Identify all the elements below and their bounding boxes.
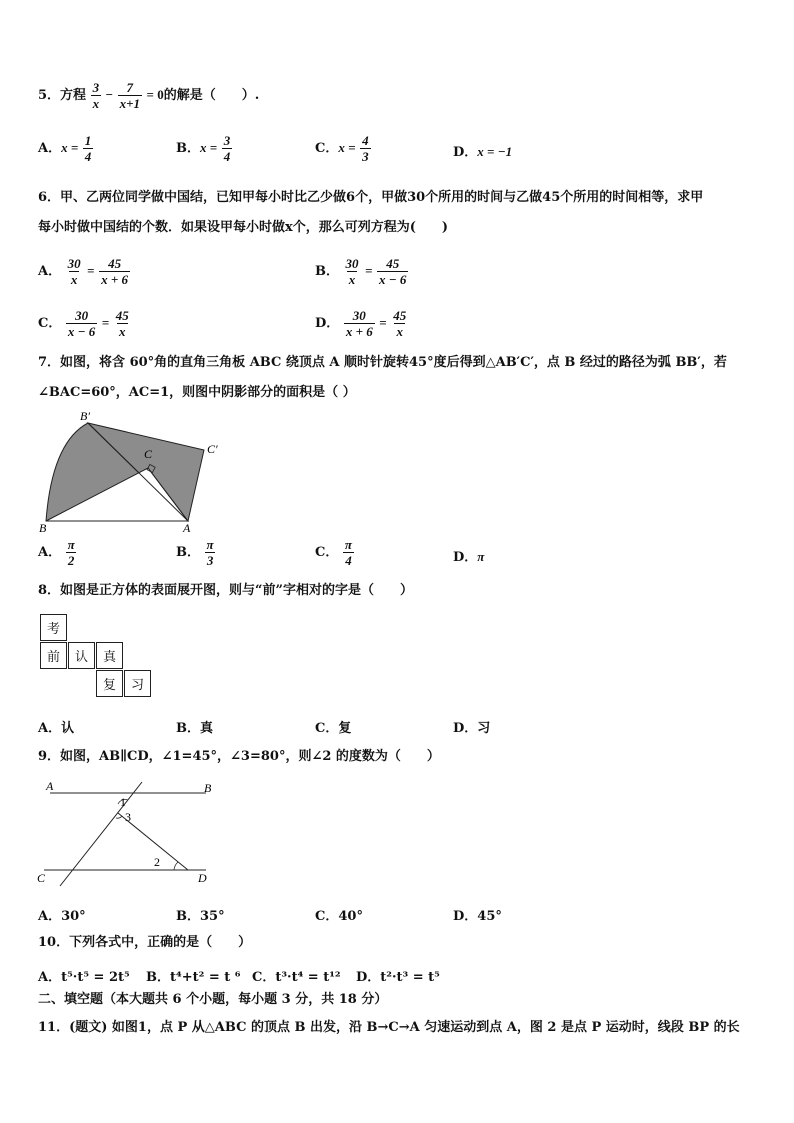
q6-option-d[interactable]: D． $\frac{30}{x + 6}$ = $\frac{45}{x}$ — [315, 308, 407, 339]
q8-stem: 8．如图是正方体的表面展开图，则与“前”字相对的字是（ ） — [38, 583, 414, 598]
q9-figure — [34, 778, 224, 890]
q11-stem: 11．(题文) 如图1，点 P 从△ABC 的顶点 B 出发，沿 B→C→A 匀速运动到点 A，图 2 是点 P 运动时，线段 BP 的长 — [38, 1020, 740, 1035]
q9-label-d: D — [198, 871, 207, 885]
q9-stem: 9．如图，AB∥CD，∠1=45°，∠3=80°，则∠2 的度数为（ ） — [38, 749, 440, 764]
q7-stem-line1: 7．如图，将含 60°角的直角三角板 ABC 绕顶点 A 顺时针旋转45°度后得到△AB′C′，点 B 经过的路径为弧 BB′，若 — [38, 355, 727, 370]
q6-option-a[interactable]: A． $\frac{30}{x}$ = $\frac{45}{x + 6}$ — [38, 256, 129, 287]
q7-option-c[interactable]: C． $\frac{\pi}{4}$ — [315, 537, 352, 568]
q7-option-a[interactable]: A． $\frac{\pi}{2}$ — [38, 537, 75, 568]
q9-option-c[interactable]: C．40° — [315, 909, 363, 924]
q5-option-c[interactable]: C．x = $\frac{4}{3}$ — [315, 133, 369, 164]
q6-option-c[interactable]: C． $\frac{30}{x - 6}$ = $\frac{45}{x}$ — [38, 308, 129, 339]
q9-label-angle1: 1 — [120, 795, 126, 809]
q7-label-b-prime: B′ — [80, 409, 90, 423]
q8-option-a[interactable]: A．认 — [38, 721, 75, 736]
q9-label-b: B — [204, 781, 212, 795]
q8-cell-xi: 习 — [124, 670, 151, 697]
q7-figure — [36, 408, 236, 536]
q10-option-c[interactable]: C．t³·t⁴ = t¹² — [252, 970, 341, 985]
section2-heading: 二、填空题（本大题共 6 个小题，每小题 3 分，共 18 分） — [38, 992, 388, 1007]
q9-label-angle2: 2 — [154, 855, 160, 869]
q7-option-b[interactable]: B． $\frac{\pi}{3}$ — [176, 537, 214, 568]
q8-cube-net — [40, 614, 156, 702]
q7-option-d[interactable]: D．π — [453, 549, 485, 565]
q9-option-a[interactable]: A．30° — [38, 909, 86, 924]
q10-stem: 10．下列各式中，正确的是（ ） — [38, 935, 252, 950]
q9-option-d[interactable]: D．45° — [453, 909, 502, 924]
q8-cell-kao: 考 — [40, 614, 67, 641]
q5-option-b[interactable]: B．x = $\frac{3}{4}$ — [176, 133, 231, 164]
q8-cell-fu: 复 — [96, 670, 123, 697]
q7-stem-line2: ∠BAC=60°，AC=1，则图中阴影部分的面积是（ ） — [38, 385, 356, 400]
q5-option-d[interactable]: D．x = −1 — [453, 144, 513, 160]
q9-label-angle3: 3 — [125, 810, 131, 824]
q8-option-c[interactable]: C．复 — [315, 721, 352, 736]
q9-label-c: C — [37, 871, 46, 885]
q10-option-d[interactable]: D．t²·t³ = t⁵ — [356, 970, 440, 985]
q10-option-a[interactable]: A．t⁵·t⁵ = 2t⁵ — [38, 970, 130, 985]
q6-stem-line1: 6．甲、乙两位同学做中国结，已知甲每小时比乙少做6个，甲做30个所用的时间与乙做45个所用的时间相等，求甲 — [38, 190, 704, 205]
q8-cell-ren: 认 — [68, 642, 95, 669]
q8-option-d[interactable]: D．习 — [453, 721, 491, 736]
q9-option-b[interactable]: B．35° — [176, 909, 225, 924]
q6-option-b[interactable]: B． $\frac{30}{x}$ = $\frac{45}{x - 6}$ — [315, 256, 407, 287]
q7-label-c-prime: C′ — [207, 442, 218, 456]
q8-option-b[interactable]: B．真 — [176, 721, 214, 736]
q8-cell-qian: 前 — [40, 642, 67, 669]
q9-label-a: A — [46, 779, 54, 793]
q8-cell-zhen: 真 — [96, 642, 123, 669]
q7-label-a: A — [183, 521, 191, 535]
q7-label-b: B — [39, 521, 47, 535]
q5-stem: 5．方程 $\frac{3}{x}$ − $\frac{7}{x+1}$ = 0的解是（ ）. — [38, 80, 260, 111]
q10-option-b[interactable]: B．t⁴+t² = t ⁶ — [146, 970, 241, 985]
q6-stem-line2: 每小时做中国结的个数．如果设甲每小时做x个，那么可列方程为( ) — [38, 220, 449, 235]
q7-label-c: C — [144, 447, 153, 461]
q5-option-a[interactable]: A．x = $\frac{1}{4}$ — [38, 133, 92, 164]
